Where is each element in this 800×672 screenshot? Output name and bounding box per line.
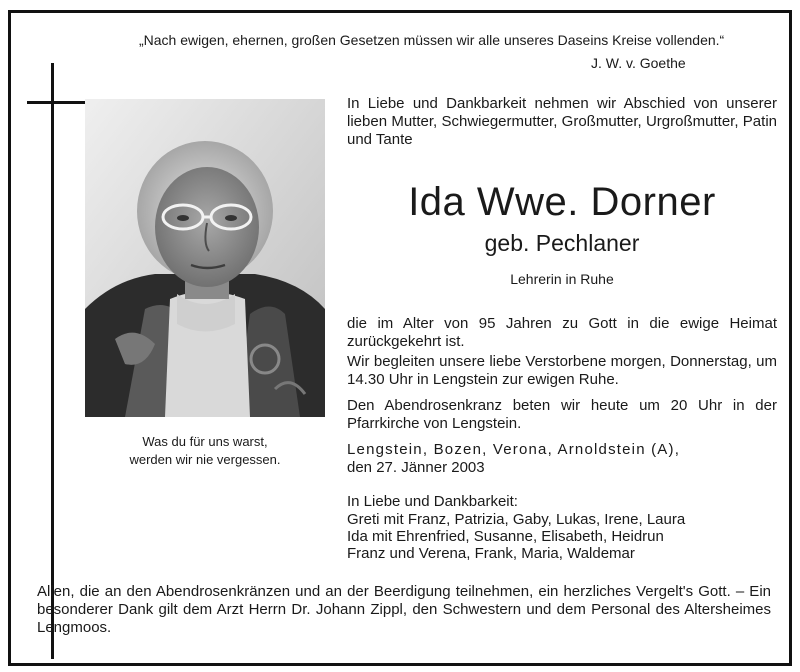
maiden-name: geb. Pechlaner xyxy=(484,230,640,256)
death-paragraph: die im Alter von 95 Jahren zu Gott in die ewige Heimat zurückgekehrt ist. xyxy=(347,315,777,350)
photo-caption xyxy=(85,433,325,469)
date: den 27. Jänner 2003 xyxy=(347,459,485,476)
rosary-paragraph: Den Abendrosenkranz beten wir heute um 20 Uhr in der Pfarrkirche von Lengstein. xyxy=(347,397,777,432)
thanks-heading: In Liebe und Dankbarkeit: xyxy=(347,493,518,510)
cross-horizontal-bar xyxy=(27,101,89,104)
family-list xyxy=(347,511,777,562)
family-line: Franz und Verena, Frank, Maria, Waldemar xyxy=(347,545,635,562)
caption-line-2: werden wir nie vergessen. xyxy=(129,452,281,467)
intro-text: In Liebe und Dankbarkeit nehmen wir Abschied von unserer lieben Mutter, Schwiegermutter, Großmutter, Urgroßmutter, Patin und Tante xyxy=(347,95,777,148)
family-line: Greti mit Franz, Patrizia, Gaby, Lukas, Irene, Laura xyxy=(347,511,686,528)
portrait-photo xyxy=(85,99,325,417)
quote-author: J. W. v. Goethe xyxy=(591,55,686,71)
deceased-name: Ida Wwe. Dorner xyxy=(408,180,716,224)
closing-thanks: Allen, die an den Abendrosenkränzen und an der Beerdigung teilnehmen, ein herzliches Vergelt's Gott. – Ein besonderer Dank gilt dem Arzt Herrn Dr. Johann Zippl, den Schwestern und dem Personal des Altersheimes Lengmoos. xyxy=(37,583,771,636)
portrait-illustration xyxy=(85,99,325,417)
occupation: Lehrerin in Ruhe xyxy=(510,271,614,287)
family-line: Ida mit Ehrenfried, Susanne, Elisabeth, Heidrun xyxy=(347,528,664,545)
cross-vertical-bar xyxy=(51,63,54,659)
caption-line-1: Was du für uns warst, xyxy=(142,434,268,449)
goethe-quote: „Nach ewigen, ehernen, großen Gesetzen müssen wir alle unseres Daseins Kreise vollenden.“ xyxy=(139,32,725,48)
obituary-notice xyxy=(8,10,792,666)
funeral-paragraph: Wir begleiten unsere liebe Verstorbene morgen, Donnerstag, um 14.30 Uhr in Lengstein zur ewigen Ruhe. xyxy=(347,353,777,388)
places: Lengstein, Bozen, Verona, Arnoldstein (A), xyxy=(347,441,681,458)
place-and-date xyxy=(347,441,777,477)
